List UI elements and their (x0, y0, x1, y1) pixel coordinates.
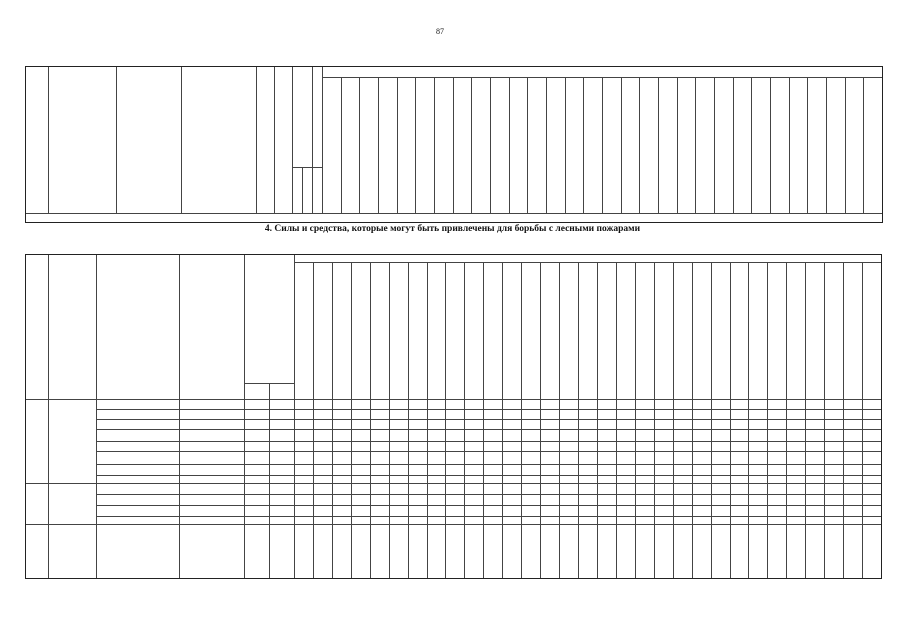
column-divider (805, 262, 806, 578)
row-divider (96, 475, 881, 476)
equip-column-header (547, 265, 553, 393)
equip-column-header (509, 265, 515, 393)
row-divider (96, 464, 881, 465)
equip-column-header (720, 81, 727, 207)
column-divider (751, 77, 752, 213)
section-heading: 4. Силы и средства, которые могут быть привлечены для борьбы с лесными пожарами (264, 224, 641, 234)
equip-column-header (585, 265, 591, 393)
column-divider (471, 77, 472, 213)
row-divider (96, 429, 881, 430)
column-divider (767, 262, 768, 578)
equip-column-header (661, 265, 667, 393)
equip-column-header (870, 81, 877, 207)
equip-column-header (831, 265, 837, 393)
column-divider (770, 77, 771, 213)
column-divider (502, 262, 503, 578)
column-divider (824, 262, 825, 578)
row-divider (96, 451, 881, 452)
equip-column-header (490, 265, 496, 393)
column-divider (654, 262, 655, 578)
col-org-label (135, 265, 141, 393)
row-divider (96, 441, 881, 442)
column-divider (578, 262, 579, 578)
equip-column-header (403, 81, 410, 207)
row-divider (96, 505, 881, 506)
column-divider (483, 262, 484, 578)
equip-column-header (758, 81, 765, 207)
equip-column-header (755, 265, 761, 393)
column-divider (322, 67, 323, 213)
column-divider (546, 77, 547, 213)
column-divider (294, 255, 295, 578)
equip-column-header (739, 81, 746, 207)
column-divider (826, 77, 827, 213)
column-divider (48, 255, 49, 578)
equip-column-header (869, 265, 875, 393)
equip-column-header (774, 265, 780, 393)
col-people-label (296, 73, 310, 163)
column-divider (370, 262, 371, 578)
row-divider (26, 524, 881, 525)
page-number: 87 (436, 27, 444, 36)
equip-column-header (702, 81, 709, 207)
equip-column-header (358, 265, 364, 393)
equip-column-header (793, 265, 799, 393)
column-divider (711, 262, 712, 578)
column-divider (862, 262, 863, 578)
equip-column-header (776, 81, 783, 207)
equip-column-header (459, 81, 466, 207)
column-divider (179, 255, 180, 578)
column-divider (807, 77, 808, 213)
column-divider (789, 77, 790, 213)
equip-column-header (642, 265, 648, 393)
equip-column-header (552, 81, 559, 207)
row-divider (96, 419, 881, 420)
row-divider (292, 167, 322, 168)
column-divider (559, 262, 560, 578)
column-divider (714, 77, 715, 213)
column-divider (116, 67, 117, 213)
col-type-label (261, 73, 269, 193)
column-divider (312, 67, 313, 213)
equip-column-header (534, 81, 541, 207)
column-divider (332, 262, 333, 578)
column-divider (639, 77, 640, 213)
column-divider (244, 255, 245, 578)
row-divider (294, 262, 881, 263)
equip-column-header (736, 265, 742, 393)
column-divider (509, 77, 510, 213)
column-divider (389, 262, 390, 578)
equip-column-header (366, 81, 373, 207)
column-divider (748, 262, 749, 578)
column-divider (583, 77, 584, 213)
column-divider (434, 77, 435, 213)
column-divider (658, 77, 659, 213)
column-divider (527, 77, 528, 213)
col-no-label (34, 315, 42, 345)
equip-column-header (812, 265, 818, 393)
equip-column-header (832, 81, 839, 207)
column-divider (602, 77, 603, 213)
column-divider (597, 262, 598, 578)
equip-column-header (415, 265, 421, 393)
column-divider (677, 77, 678, 213)
column-divider (181, 67, 182, 213)
equip-column-header (850, 265, 856, 393)
column-divider (256, 67, 257, 213)
column-divider (302, 167, 303, 213)
equip-column-header (571, 81, 578, 207)
column-divider (695, 77, 696, 213)
column-divider (565, 77, 566, 213)
equip-column-header (608, 81, 615, 207)
column-divider (397, 77, 398, 213)
column-divider (540, 262, 541, 578)
column-divider (292, 67, 293, 213)
column-divider (445, 262, 446, 578)
equip-column-header (384, 81, 391, 207)
column-divider (351, 262, 352, 578)
column-divider (730, 262, 731, 578)
equip-column-header (396, 265, 402, 393)
row-divider (26, 483, 881, 484)
column-divider (845, 77, 846, 213)
people-sub-persons (295, 177, 301, 197)
column-divider (673, 262, 674, 578)
forces-table-summary (25, 66, 883, 223)
column-divider (48, 67, 49, 213)
column-divider (621, 77, 622, 213)
people-sub-groups (305, 177, 311, 197)
column-divider (274, 67, 275, 213)
equip-column-header (496, 81, 503, 207)
col-area-label (206, 265, 218, 393)
equip-column-header (301, 265, 307, 393)
column-divider (313, 262, 314, 578)
equip-column-header (452, 265, 458, 393)
row-divider (96, 516, 881, 517)
equip-column-header (680, 265, 686, 393)
column-divider (96, 255, 97, 578)
column-divider (378, 77, 379, 213)
column-divider (786, 262, 787, 578)
equip-column-header (377, 265, 383, 393)
equip-column-header (646, 81, 653, 207)
equip-column-header (683, 81, 690, 207)
col-forestry-label (70, 305, 76, 355)
equip-column-header (328, 81, 335, 207)
column-divider (415, 77, 416, 213)
equip-column-header (664, 81, 671, 207)
column-divider (427, 262, 428, 578)
row-divider (96, 409, 881, 410)
equip-column-header (478, 81, 485, 207)
equip-column-header (718, 265, 724, 393)
column-divider (635, 262, 636, 578)
column-divider (359, 77, 360, 213)
column-divider (521, 262, 522, 578)
column-divider (408, 262, 409, 578)
equip-column-header (604, 265, 610, 393)
column-divider (692, 262, 693, 578)
col-people-label (262, 265, 268, 375)
equip-column-header (339, 265, 345, 393)
equip-column-header (528, 265, 534, 393)
equip-column-header (422, 81, 429, 207)
forces-table-detailed (25, 254, 882, 579)
column-divider (341, 77, 342, 213)
equip-column-header (627, 81, 634, 207)
equip-column-header (320, 265, 326, 393)
equip-column-header (590, 81, 597, 207)
column-divider (269, 383, 270, 578)
equip-column-header (471, 265, 477, 393)
equip-column-header (851, 81, 858, 207)
column-divider (490, 77, 491, 213)
equip-column-header (347, 81, 354, 207)
row-divider (96, 494, 881, 495)
column-divider (733, 77, 734, 213)
equip-column-header (566, 265, 572, 393)
equip-column-header (623, 265, 629, 393)
equip-column-header (699, 265, 705, 393)
row-divider (26, 213, 882, 214)
column-divider (453, 77, 454, 213)
column-divider (616, 262, 617, 578)
equip-column-header (434, 265, 440, 393)
equip-column-header (440, 81, 447, 207)
equip-column-header (795, 81, 802, 207)
equip-column-header (515, 81, 522, 207)
column-divider (464, 262, 465, 578)
column-divider (843, 262, 844, 578)
equip-column-header (814, 81, 821, 207)
column-divider (863, 77, 864, 213)
col-count-label (279, 73, 287, 193)
row-divider (26, 399, 881, 400)
